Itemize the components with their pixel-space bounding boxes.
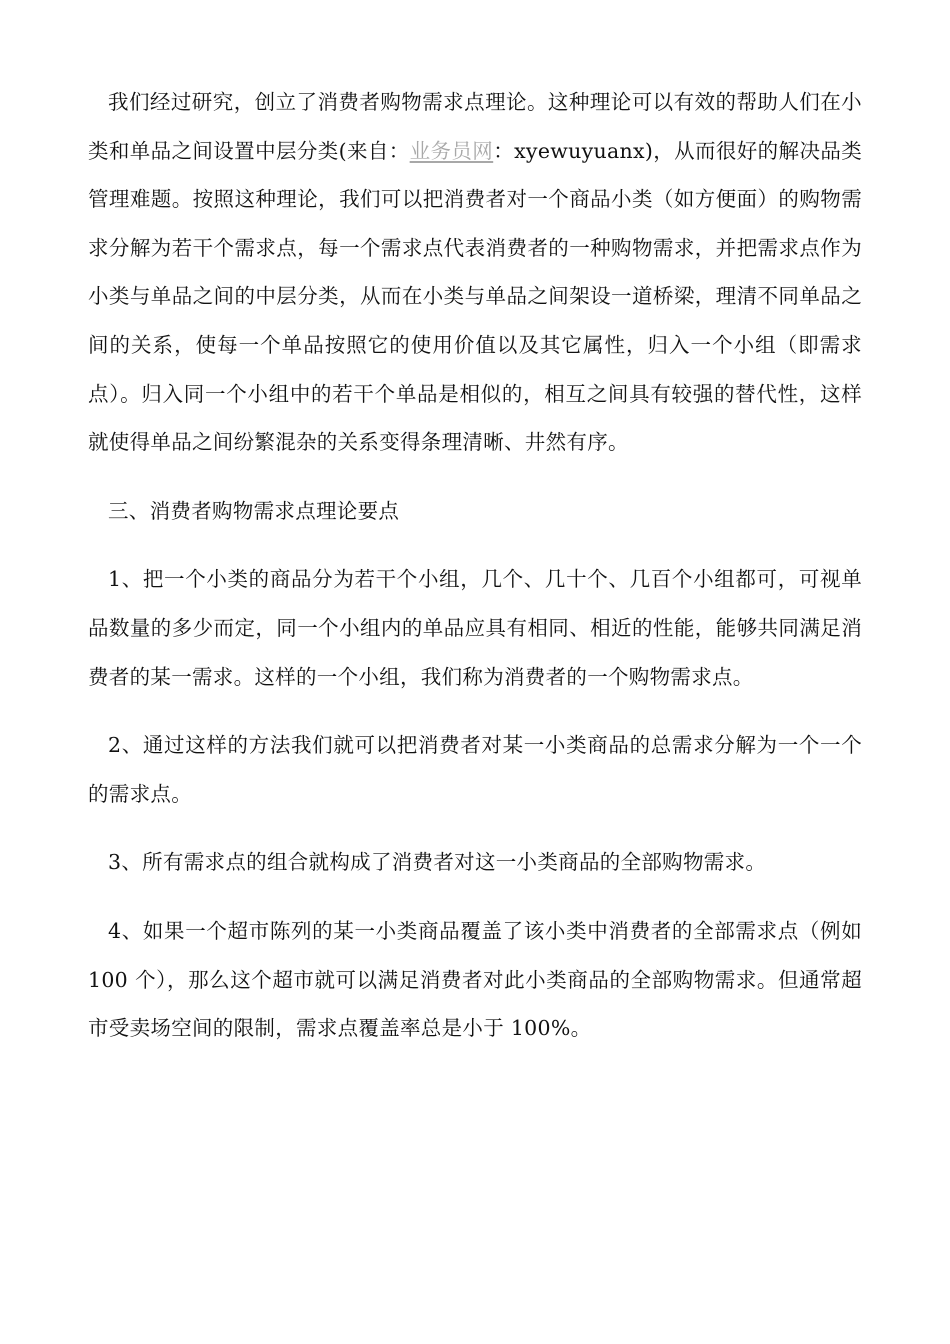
source-link[interactable]: 业务员网: [409, 138, 494, 163]
intro-text-before-link: 我们经过研究，创立了消费者购物需求点理论。这种理论可以有效的帮助人们在小类和单品之间设置中层分类(来自：: [88, 90, 862, 163]
point-paragraph-1: 1、把一个小类的商品分为若干个小组，几个、几十个、几百个小组都可，可视单品数量的多少而定，同一个小组内的单品应具有相同、相近的性能，能够共同满足消费者的某一需求。这样的一个小组，我们称为消费者的一个购物需求点。: [88, 567, 862, 689]
point-paragraph-4: 4、如果一个超市陈列的某一小类商品覆盖了该小类中消费者的全部需求点（例如 100 个），那么这个超市就可以满足消费者对此小类商品的全部购物需求。但通常超市受卖场空间的限制，需求点覆盖率总是小于 100%。: [88, 918, 862, 1041]
intro-text-after-link: ，从而很好的解决品类管理难题。按照这种理论，我们可以把消费者对一个商品小类（如方便面）的购物需求分解为若干个需求点，每一个需求点代表消费者的一种购物需求，并把需求点作为小类与单品之间的中层分类，从而在小类与单品之间架设一道桥梁，理清不同单品之间的关系，使每一个单品按照它的使用价值以及其它属性，归入一个小组（即需求点）。归入同一个小组中的若干个单品是相似的，相互之间具有较强的替代性，这样就使得单品之间纷繁混杂的关系变得条理清晰、井然有序。: [88, 138, 863, 455]
point-paragraph-3: 3、所有需求点的组合就构成了消费者对这一小类商品的全部购物需求。: [108, 850, 767, 875]
section-heading: 三、消费者购物需求点理论要点: [108, 498, 400, 523]
document-page: [88, 78, 862, 1053]
point-paragraph-2: 2、通过这样的方法我们就可以把消费者对某一小类商品的总需求分解为一个一个的需求点。: [88, 733, 862, 806]
intro-source-code: ：xyewuyuanx): [493, 138, 654, 163]
intro-paragraph: [88, 78, 862, 467]
